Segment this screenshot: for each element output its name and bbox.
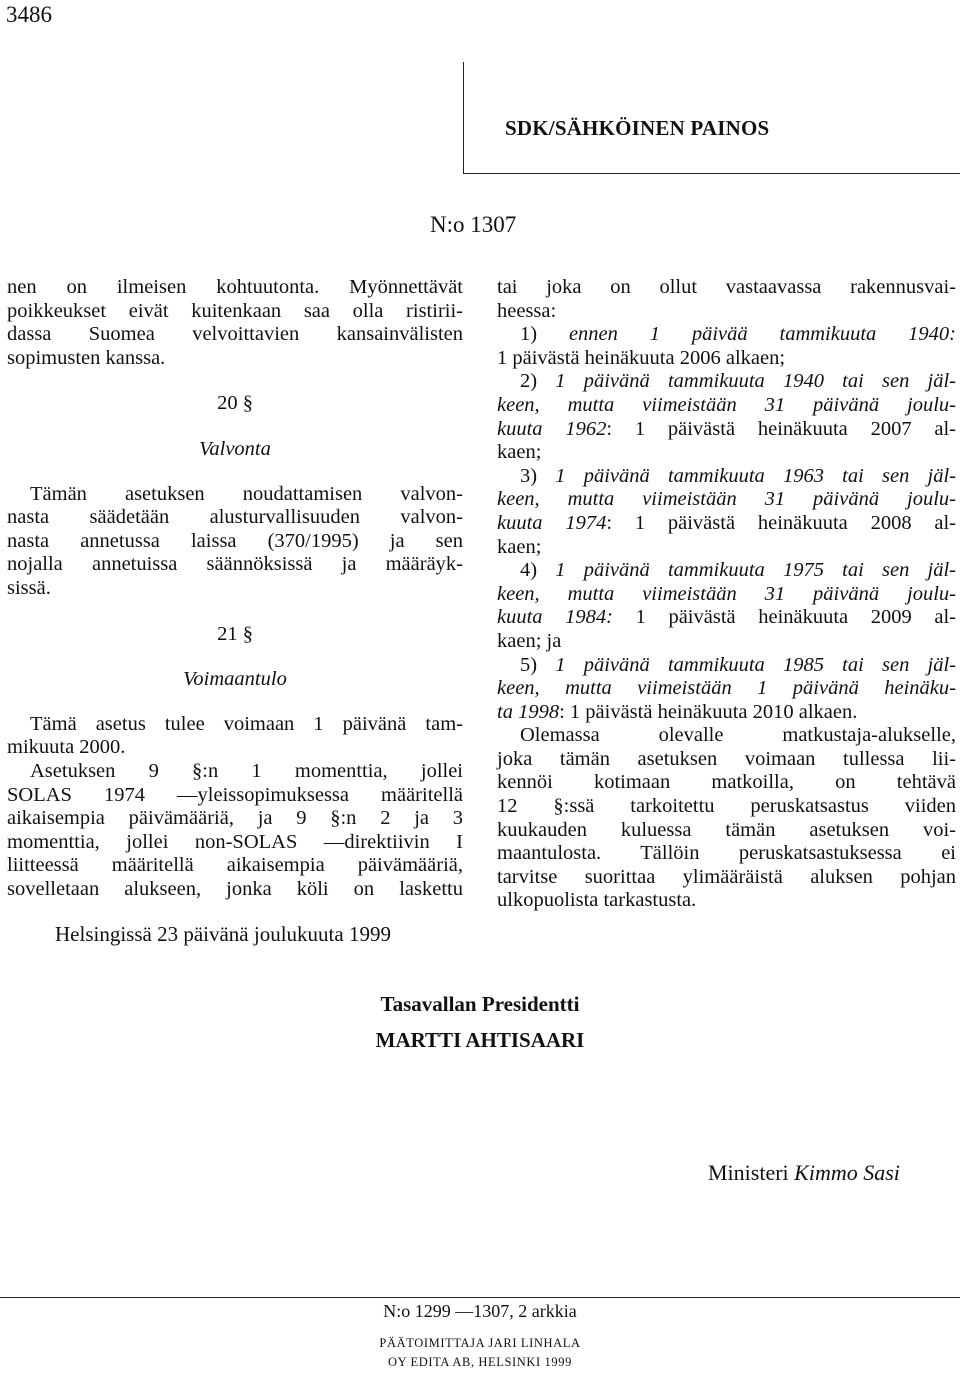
item-date: 1 päivänä tammikuuta 1963 tai sen jäl- [555, 464, 956, 487]
text-line [497, 559, 956, 583]
minister-title: Ministeri [708, 1160, 789, 1185]
text-line: momenttia, jollei non-SOLAS —direktiivin I [7, 830, 463, 853]
text-line: 1 päivästä heinäkuuta 2006 alkaen; [497, 346, 786, 369]
text-line [497, 418, 956, 442]
footer-publisher: OY EDITA AB, HELSINKI 1999 [388, 1355, 572, 1369]
text-line: dassa Suomea velvoittavien kansainvälisten [7, 323, 463, 346]
text-line: keen, mutta viimeistään 31 päivänä joulu- [497, 582, 956, 605]
item-date-end: kuuta 1984: [497, 606, 613, 629]
text-line: nen on ilmeisen kohtuutonta. Myönnettävät [7, 276, 463, 298]
text-line: Olemassa olevalle matkustaja-alukselle, [520, 724, 956, 747]
text-line: kuukauden kuluessa tämän asetuksen voi- [497, 818, 956, 841]
section-21-number: 21 § [217, 622, 253, 645]
text-line: Tämän asetuksen noudattamisen valvon- [30, 482, 463, 505]
item-number: 5) [520, 653, 538, 676]
section-21-title: Voimaantulo [183, 668, 287, 691]
text-line: maantulosta. Tällöin peruskatsastuksessa ei [497, 842, 956, 865]
president-title: Tasavallan Presidentti [380, 992, 580, 1016]
footer-editor: PÄÄTOIMITTAJA JARI LINHALA [379, 1336, 581, 1350]
list-item-5 [497, 654, 956, 725]
text-line: kaen; [497, 535, 542, 558]
section-21-paragraph-1 [7, 713, 463, 760]
text-line: Asetuksen 9 §:n 1 momenttia, jollei [30, 759, 463, 782]
item-date-end: kuuta 1962 [497, 417, 607, 440]
item-date-end: kuuta 1974 [497, 511, 607, 534]
text-line [497, 512, 956, 536]
text-line: poikkeukset eivät kuitenkaan saa olla ristirii- [7, 299, 463, 322]
text-line: aikaisempia päivämääriä, ja 9 §:n 2 ja 3 [7, 807, 463, 830]
text-line: sopimusten kanssa. [7, 346, 166, 369]
left-column [7, 276, 463, 901]
text-line [497, 323, 956, 347]
list-item-1 [497, 323, 956, 370]
item-number: 1) [520, 323, 538, 346]
text-line: 12 §:ssä tarkoitettu peruskatsastus viiden [497, 795, 956, 818]
edition-label: SDK/SÄHKÖINEN PAINOS [505, 116, 770, 140]
text-line: tarvitse suorittaa ylimääräistä aluksen pohjan [497, 865, 956, 888]
text-line [497, 701, 956, 725]
text-line: kaen; [497, 441, 542, 464]
text-line: Tämä asetus tulee voimaan 1 päivänä tam- [30, 712, 463, 735]
section-20-number: 20 § [217, 392, 253, 415]
footer-issues: N:o 1299 —1307, 2 arkkia [383, 1301, 577, 1321]
section-20-title: Valvonta [199, 437, 271, 460]
text-line: sovelletaan alukseen, jonka köli on laskettu [7, 877, 463, 900]
item-number: 4) [520, 559, 538, 582]
continuation-text [7, 276, 463, 370]
right-column [497, 276, 956, 913]
item-date: 1 päivänä tammikuuta 1985 tai sen jäl- [555, 653, 956, 676]
text-line [497, 370, 956, 394]
text-line [497, 654, 956, 678]
item-date: 1 päivänä tammikuuta 1940 tai sen jäl- [555, 370, 956, 393]
list-item-3 [497, 465, 956, 559]
item-rest: : 1 päivästä heinäkuuta 2007 al- [606, 417, 956, 440]
item-date: ennen 1 päivää tammikuuta 1940: [568, 323, 956, 346]
item-rest: : 1 päivästä heinäkuuta 2008 al- [606, 511, 956, 534]
section-21-paragraph-2 [7, 760, 463, 902]
text-line: heessa: [497, 299, 557, 322]
text-line [497, 606, 956, 630]
president-name: MARTTI AHTISAARI [375, 1028, 585, 1052]
text-line: nasta säädetään alusturvallisuuden valvon- [7, 506, 463, 529]
item-rest: : 1 päivästä heinäkuuta 2010 alkaen. [559, 700, 858, 723]
item-rest: 1 päivästä heinäkuuta 2009 al- [612, 606, 956, 629]
minister-signature [708, 1160, 900, 1186]
text-line: keen, mutta viimeistään 1 päivänä heinäku- [497, 677, 956, 700]
text-line: nasta annetussa laissa (370/1995) ja sen [7, 529, 463, 552]
footer-divider [0, 1297, 960, 1298]
item-number: 3) [520, 464, 538, 487]
page-number: 3486 [6, 2, 52, 27]
item-number: 2) [520, 370, 538, 393]
text-line: ulkopuolista tarkastusta. [497, 889, 697, 912]
text-line: SOLAS 1974 —yleissopimuksessa määritellä [7, 783, 463, 806]
text-line: nojalla annetuissa säännöksissä ja määräyk- [7, 553, 463, 576]
section-20-text [7, 483, 463, 601]
list-item-4 [497, 559, 956, 653]
place-and-date: Helsingissä 23 päivänä joulukuuta 1999 [55, 922, 391, 946]
text-line: joka tämän asetuksen voimaan tullessa lii- [497, 747, 956, 770]
item-date: 1 päivänä tammikuuta 1975 tai sen jäl- [555, 559, 956, 582]
text-line: kennöi kotimaan matkoilla, on tehtävä [497, 771, 956, 794]
closing-paragraph [497, 724, 956, 913]
text-line: liitteessä määritellä aikaisempia päivämääriä, [7, 854, 463, 877]
issue-number: N:o 1307 [430, 212, 517, 237]
text-line: keen, mutta viimeistään 31 päivänä joulu- [497, 488, 956, 511]
text-line: mikuuta 2000. [7, 736, 126, 759]
list-item-2 [497, 370, 956, 464]
text-line: tai joka on ollut vastaavassa rakennusvai- [497, 276, 956, 298]
text-line: keen, mutta viimeistään 31 päivänä joulu- [497, 393, 956, 416]
text-line [497, 465, 956, 489]
item-date-end: ta 1998 [497, 700, 560, 723]
minister-name: Kimmo Sasi [794, 1160, 900, 1185]
text-line: sissä. [7, 576, 51, 599]
text-line: kaen; ja [497, 629, 562, 652]
